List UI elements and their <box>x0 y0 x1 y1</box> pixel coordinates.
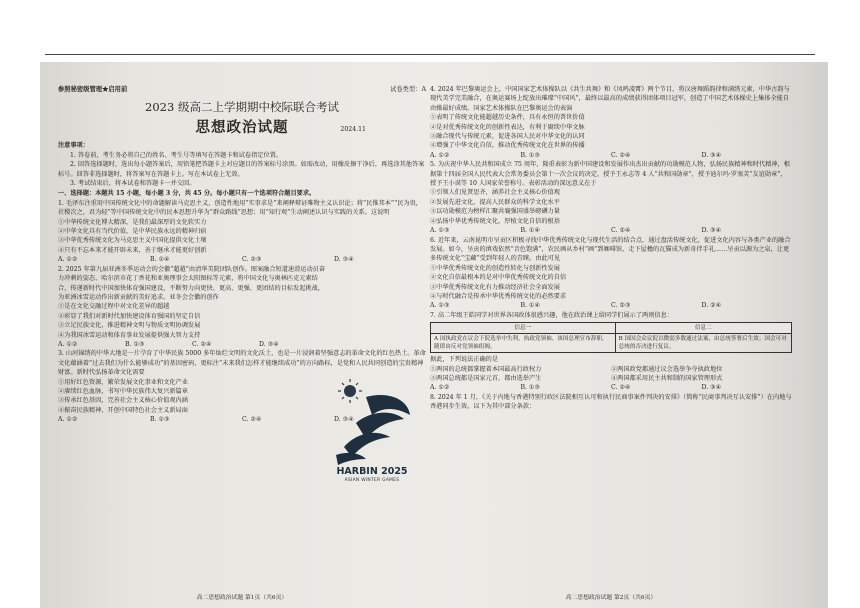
question-item: ④两国都采用民主共和制的国家管理形式 <box>611 374 723 382</box>
question-6 <box>430 236 792 311</box>
answer-options <box>430 301 792 310</box>
left-page <box>58 85 426 605</box>
option-d: D. ③④ <box>701 384 722 392</box>
page-footer: 高二思想政治试题 第1页（共6页） <box>196 594 288 601</box>
question-stem: 6. 近年来，云南昆明市呈贡区积极寻找中华优秀传统文化与现代生活的结合点，通过盘活传统文化，促进文化内容与各类产业的融合发展。如今，呈贡的滇戏依然“音色饱满”，农民画从乡村“画”到咖啡馆，走下屋檐的瓦猫成为新奇伴手礼……呈贡以源为之泉，让更多传统文化“宝藏”受到年轻人的青睐。由此可见 <box>430 236 791 263</box>
question-item: ②彰显了我们对新时代加快建设体育强国的坚定自信 <box>58 312 201 320</box>
question-item: ③中华优秀传统文化有力推动经济社会全面发展 <box>430 283 560 291</box>
option-c: C. ②③ <box>242 256 262 264</box>
option-c: C. ②④ <box>611 384 631 392</box>
option-a: A. ①② <box>58 340 78 348</box>
option-d: D. ③④ <box>334 256 354 264</box>
table-cell: B 国国会众议院以微弱多数通过法案，由总统签署后生效；国会可对总统的否决进行复议。 <box>615 334 791 353</box>
option-a: A. ①③ <box>430 302 450 310</box>
note-1: 1. 答卷前，考生务必将自己的姓名、考生号等填写在答题卡和试卷指定位置。 <box>70 151 283 159</box>
notes-heading: 注意事项： <box>58 142 89 150</box>
skater-figure-icon <box>336 395 410 465</box>
question-item: ③以功勋模范为榜样汇聚共襄强国盛举磅礴力量 <box>430 208 560 216</box>
question-item: ②两国政党都通过议会选举争夺执政地位 <box>611 365 723 373</box>
option-a: A. ①② <box>58 256 78 264</box>
question-item: ①中华优秀传统文化的创造性转化与创新性发展 <box>430 264 560 272</box>
paper-type: 试卷类型：A <box>389 86 426 93</box>
table-cell: A 国执政党在议会下院选举中失利，执政党领袖、该国总理宣布辞职，随即由反对党领袖组阁。 <box>431 334 616 353</box>
option-b: B. ①④ <box>520 227 541 235</box>
question-stem: 7. 高二年级王皓同学对世界各国政体很感兴趣，他在政治课上给同学们展示了两则信息： <box>430 311 673 319</box>
page-header <box>58 85 426 94</box>
note-2: 2. 回答选择题时，选出每小题答案后，用铅笔把答题卡上对应题目的答案标号涂黑。如需改动，用橡皮擦干净后，再选涂其他答案标号。回答非选择题时，将答案写在答题卡上。写在本试卷上无效。 <box>58 161 425 178</box>
option-d: D. ③④ <box>701 227 722 235</box>
page-footer: 高二思想政治试题 第2页（共6页） <box>565 594 657 601</box>
sun-icon <box>338 379 362 403</box>
answer-options <box>430 383 792 392</box>
top-rule <box>45 54 815 55</box>
question-stem: 1. 毛泽东注重用中国传统文化中的命题解读马克思主义，创造性地用“实事求是”来阐释辩证唯物主义认识论；将“民惟邦本”“民为贵，社稷次之，君为轻”等中国传统文化中的民本思想升华为“群众路线”思想；用“知行观”生动阐述认识与实践的关系。这说明 <box>58 199 422 217</box>
right-page <box>430 85 792 605</box>
table-header: 信息一 <box>431 323 616 334</box>
question-5 <box>430 160 792 235</box>
logo-subtitle: ASIAN WINTER GAMES <box>344 478 400 483</box>
question-item: ③中华优秀传统文化为马克思主义中国化提供文化土壤 <box>58 237 207 245</box>
question-item: ③传承红色基因，完善社会主义核心价值观内涵 <box>58 397 188 405</box>
confidential-label: 参照秘密级管理★启用前 <box>58 86 128 93</box>
option-a: A. ①③ <box>430 227 450 235</box>
option-b: B. ①④ <box>150 256 170 264</box>
answer-options <box>430 226 792 235</box>
logo-title: HARBIN 2025 <box>336 466 408 477</box>
question-item: ①用好红色资源，繁荣发展文化事业和文化产业 <box>58 378 188 386</box>
section-heading: 一、选择题：本题共 15 小题，每小题 3 分，共 45 分。每小题只有一个选项符合题目要求。 <box>58 190 316 198</box>
option-a: A. ①② <box>430 384 450 392</box>
question-item: ④振奋民族精神，开创中国特色社会主义新局面 <box>58 406 188 414</box>
question-stem: 5. 为庆祝中华人民共和国成立 75 周年，隆重表彰为新中国建设和发展作出杰出贡献的功勋模范人物，弘扬民族精神和时代精神，根据第十四届全国人民代表大会常务委员会第十一次会议的决定，授予王永志等 4 人“共和国勋章”，授予迪尔玛·罗塞芙“友谊勋章”，授予王小谟等 10 人国家荣誉称号。表彰活动的深远意义在于 <box>430 161 790 188</box>
question-2 <box>58 265 426 350</box>
question-stem: 2. 2025 年第九届亚洲冬季运动会的会徽“超越”由清华美院团队创作。图案融合短道速滑运动员奋力冲刺的姿态、哈尔滨市花丁香花和亚奥理事会太阳图标等元素，将中国文化与奥林匹克元素结合，传递新时代中国加快体育强国建设，不断努力向更快、更高、更强、更团结的目标发起挑战，为亚洲冰雪运动作出新贡献的美好追求。亚冬会会徽的创作 <box>58 265 326 301</box>
exam-title: 2023 级高二上学期期中校际联合考试 <box>145 100 339 115</box>
question-item: ①两国的总统都掌握着本国最高行政权力 <box>430 365 542 373</box>
question-7 <box>430 311 792 393</box>
option-d: D. ③④ <box>701 151 722 159</box>
question-item: ④与时代融合是传承中华优秀传统文化的必然要求 <box>430 292 567 300</box>
question-item: ①引领人们见贤思齐，涵养社会主义核心价值观 <box>430 189 560 197</box>
note-3: 3. 考试结束后，将本试卷和答题卡一并交回。 <box>70 180 196 188</box>
question-item: ③融合现代与传统元素，促进各国人民对中华文化的认同 <box>430 133 585 141</box>
question-item: ④增强了中华文化自信，推动优秀传统文化在世界的传播 <box>430 142 585 150</box>
option-c: C. ②④ <box>611 227 631 235</box>
question-item: ④为我国冰雪运动和体育事业发展提供强大智力支持 <box>58 331 201 339</box>
question-item: ①表明了传统文化能超越历史条件，具有永恒的普世价值 <box>430 114 585 122</box>
question-item: ③两国总统都是国家元首，都由选举产生 <box>430 374 542 382</box>
table-header: 信息二 <box>615 323 791 334</box>
question-item: ①是在文化交融过程中对文化差异的超越 <box>58 303 170 311</box>
option-c: C. ②④ <box>242 416 262 424</box>
question-item: ②文化自信最根本的是对中华优秀传统文化的自信 <box>430 274 567 282</box>
info-table <box>430 322 792 353</box>
question-stem: 3. 山河锦绣的中华大地是一片孕育了中华民族 5000 多年灿烂文明的文化沃土，也是一片浸润着坚强意志的革命文化的红色热土。革命文化蕴涵着“过去我们为什么能够成功”的基因密码，更标注“未来我们怎样才能继续成功”的方向路标，是党和人民共同创造的宝贵精神财富。新时代弘扬革命文化需要 <box>58 350 426 377</box>
question-item: ②赓续红色血脉，书写中华民族伟大复兴新篇章 <box>58 387 188 395</box>
option-d: D. ②④ <box>701 302 722 310</box>
answer-options <box>58 340 326 349</box>
question-stem: 8. 2024 年 1 月，《关于内地与香港特别行政区法院相互认可和执行民商事案件判决的安排》（简称“民商事判决互认安排”）在内地与香港同步生效。以下为其中部分条款： <box>430 393 792 411</box>
option-b: B. ①④ <box>520 302 541 310</box>
question-1 <box>58 199 426 265</box>
option-a: A. ①② <box>430 151 450 159</box>
option-b: B. ①③ <box>520 384 541 392</box>
question-item: ①中华传统文化博大精深，是我们最深厚的文化软实力 <box>58 218 207 226</box>
option-d: D. ③④ <box>334 416 354 424</box>
question-item: ③立足民族文化，推进精神文明与物质文明协调发展 <box>58 322 201 330</box>
question-item: ②中华文化具有当代价值，是中华民族永远的精神归宿 <box>58 228 207 236</box>
question-item: ②发展先进文化，提高人民群众的科学文化水平 <box>430 198 560 206</box>
question-8 <box>430 393 792 412</box>
subject-title: 思想政治试题 <box>195 120 289 137</box>
option-d: D. ③④ <box>259 340 279 348</box>
answer-options <box>58 255 426 264</box>
option-c: C. ②④ <box>192 340 212 348</box>
harbin-2025-emblem <box>326 377 418 487</box>
option-b: B. ①③ <box>520 151 541 159</box>
subject-row <box>58 118 426 138</box>
question-item: ④只有不忘本来才能开辟未来，善于继承才能更好创新 <box>58 246 207 254</box>
option-b: B. ①③ <box>125 340 145 348</box>
item-pair <box>430 365 792 374</box>
option-b: B. ①③ <box>150 416 170 424</box>
exam-date: 2024.11 <box>340 126 366 134</box>
answer-options <box>430 151 792 160</box>
question-item: ②是对优秀传统文化的创新性表达，有利于赓续中华文脉 <box>430 123 585 131</box>
question-4 <box>430 85 792 160</box>
option-a: A. ①② <box>58 416 78 424</box>
option-c: C. ②④ <box>611 151 631 159</box>
option-c: C. ②③ <box>611 302 631 310</box>
question-stem: 4. 2024 年巴黎奥运会上，中国国家艺术体操队以《共生共舞》和《凤鸣凌霄》两个节目，将汉唐舞蹈韵律和满绣元素，中华古韵与现代美学完美融合，在奥运赛场上绽放出璀璨“中国风”，最终以最高的成绩获得团体项目冠军，创造了中国艺术体操史上集体全能自由操最好成绩。国家艺术体操队在巴黎奥运会的表演 <box>430 86 790 112</box>
question-item: ④弘扬中华优秀传统文化，厚植文化自信的根基 <box>430 217 560 225</box>
question-tail: 据此，下列说法正确的是 <box>430 356 499 364</box>
item-pair <box>430 374 792 383</box>
